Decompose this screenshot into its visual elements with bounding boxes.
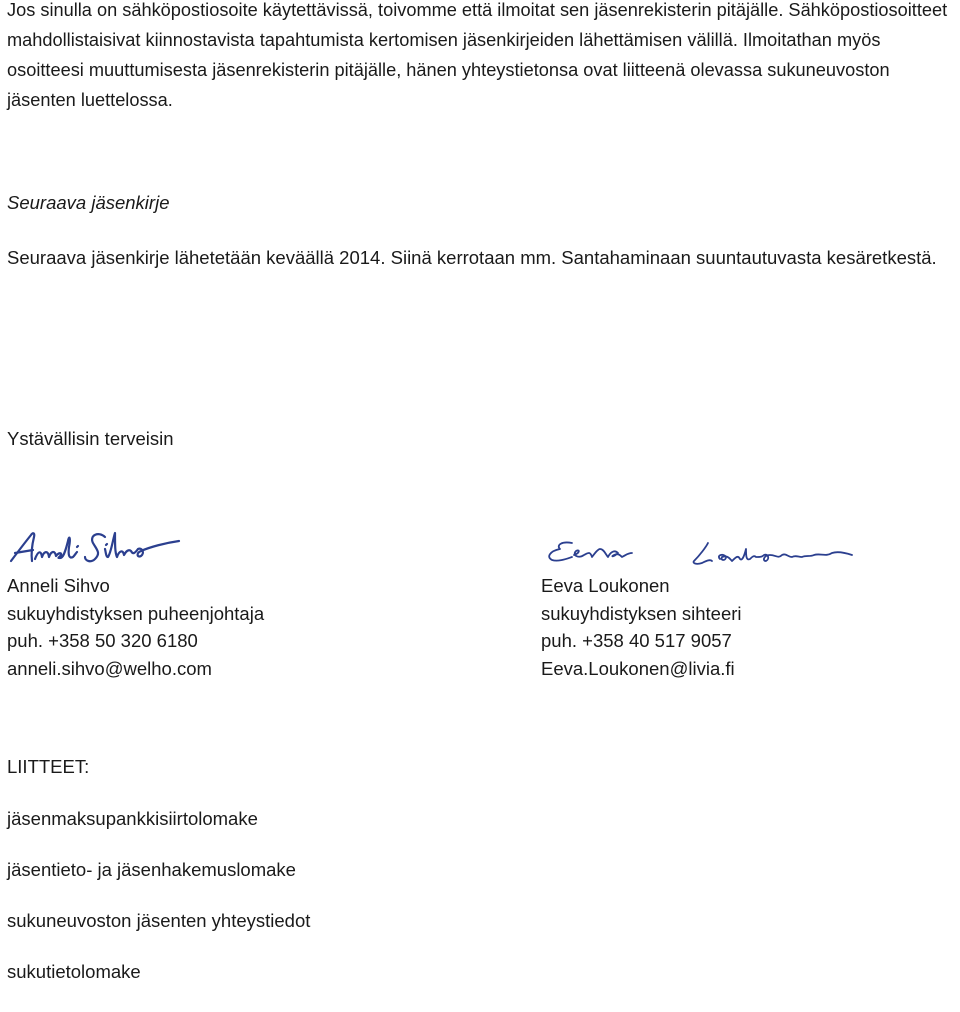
- attachments-list: [7, 808, 310, 1012]
- signatory-name: Eeva Loukonen: [541, 575, 670, 596]
- signature-eeva-loukonen: [540, 535, 860, 575]
- attachment-item: jäsentieto- ja jäsenhakemuslomake: [7, 859, 296, 880]
- signatory-email[interactable]: anneli.sihvo@welho.com: [7, 657, 212, 679]
- signatory-phone: puh. +358 50 320 6180: [7, 630, 198, 651]
- signatory-name: Anneli Sihvo: [7, 575, 110, 596]
- attachment-item: sukutietolomake: [7, 961, 141, 982]
- attachment-item: jäsenmaksupankkisiirtolomake: [7, 808, 258, 829]
- signature-anneli-sihvo: [5, 523, 185, 575]
- next-letter-heading: Seuraava jäsenkirje: [7, 192, 170, 213]
- next-letter-paragraph: Seuraava jäsenkirje lähetetään keväällä 2014. Siinä kerrotaan mm. Santahaminaan suuntautuvasta kesäretkestä.: [7, 247, 937, 268]
- intro-paragraph: Jos sinulla on sähköpostiosoite käytettävissä, toivomme että ilmoitat sen jäsenrekisterin pitäjälle. Sähköpostiosoitteet mahdollistaisivat kiinnostavista tapahtumista kertomisen jäsenkirjeiden lähettämisen välillä. Ilmoitathan myös osoitteesi muuttumisesta jäsenrekisterin pitäjälle, hänen yhteystietonsa ovat liitteenä olevassa sukuneuvoston jäsenten luettelossa.: [7, 0, 948, 110]
- signatory-role: sukuyhdistyksen sihteeri: [541, 602, 742, 624]
- contact-block-anneli: [7, 572, 264, 682]
- signatory-email[interactable]: Eeva.Loukonen@livia.fi: [541, 657, 735, 679]
- closing-greeting: Ystävällisin terveisin: [7, 428, 174, 449]
- signatory-phone: puh. +358 40 517 9057: [541, 630, 732, 651]
- signatory-role: sukuyhdistyksen puheenjohtaja: [7, 602, 265, 624]
- attachments-heading: LIITTEET:: [7, 756, 90, 777]
- attachment-item: sukuneuvoston jäsenten yhteystiedot: [7, 910, 311, 931]
- contact-block-eeva: [541, 572, 742, 682]
